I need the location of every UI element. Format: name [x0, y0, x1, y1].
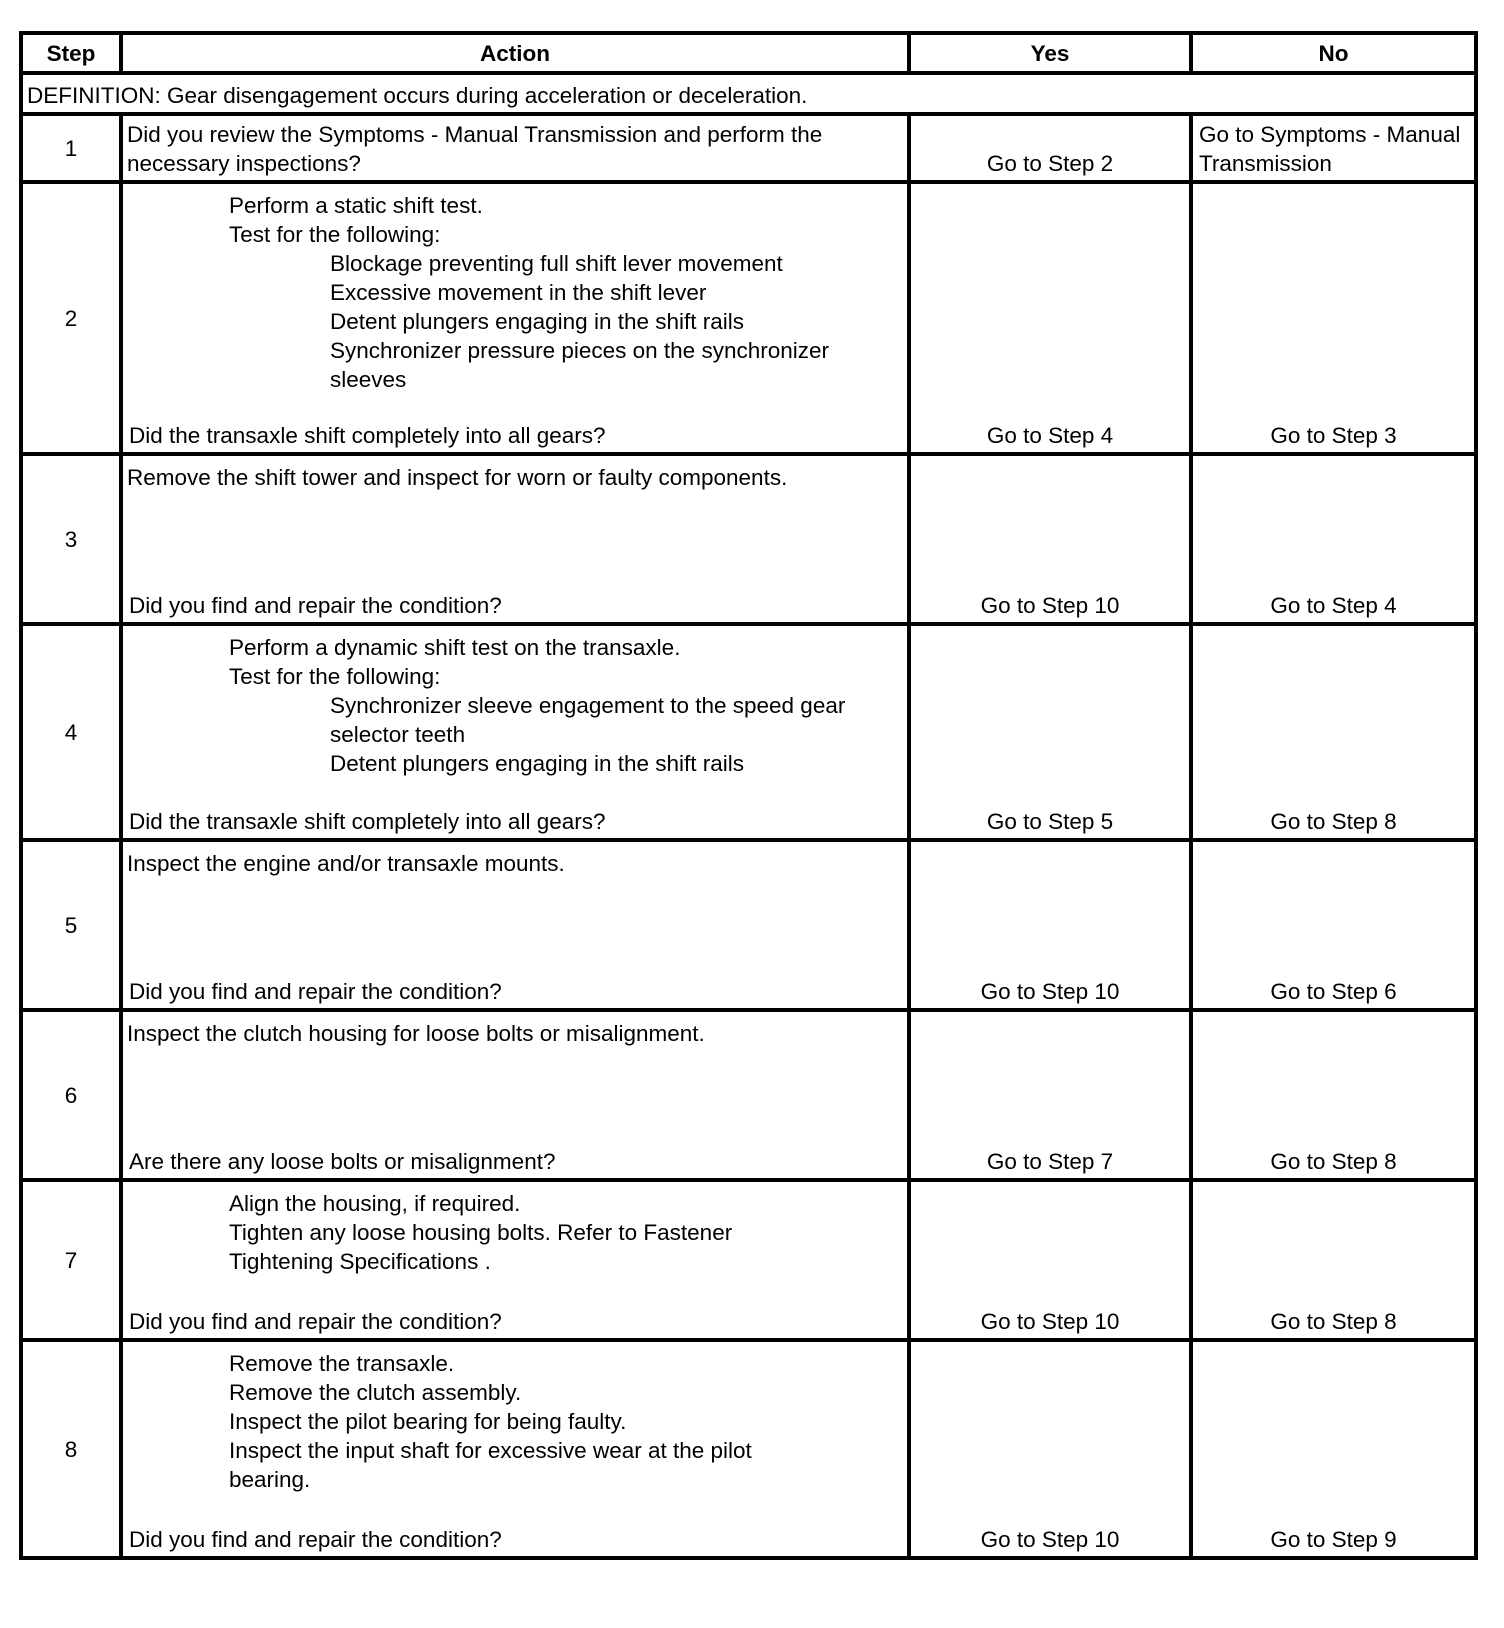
action-line: Remove the shift tower and inspect for worn or faulty components. — [127, 465, 788, 490]
action-subline: Blockage preventing full shift lever movement — [330, 251, 783, 276]
action-line: Inspect the input shaft for excessive wear at the pilot bearing. — [229, 1438, 752, 1492]
no-link[interactable]: Go to Step 9 — [1270, 1527, 1397, 1552]
action-cell — [121, 624, 909, 840]
question-text: Are there any loose bolts or misalignment? — [129, 1149, 556, 1174]
action-subline: Detent plungers engaging in the shift rails — [330, 309, 745, 334]
step-row — [21, 182, 1476, 454]
action-line: Remove the transaxle. — [229, 1351, 455, 1376]
step-number: 8 — [21, 1340, 121, 1558]
yes-link[interactable]: Go to Step 10 — [980, 593, 1120, 618]
step-number: 7 — [21, 1180, 121, 1340]
header-step: Step — [21, 33, 121, 73]
action-line: Tighten any loose housing bolts. Refer to Fastener Tightening Specifications . — [229, 1220, 733, 1274]
action-cell — [121, 454, 909, 624]
no-link[interactable]: Go to Step 8 — [1270, 1149, 1397, 1174]
header-yes: Yes — [909, 33, 1191, 73]
action-cell — [121, 1010, 909, 1180]
step-row — [21, 624, 1476, 840]
no-cell — [1191, 840, 1476, 1010]
step-row — [21, 840, 1476, 1010]
question-text: Did you review the Symptoms - Manual Transmission and perform the necessary inspections? — [127, 122, 823, 176]
yes-link[interactable]: Go to Step 4 — [986, 423, 1114, 448]
no-cell — [1191, 1340, 1476, 1558]
diagnostic-table-container — [19, 31, 1474, 1560]
action-cell — [121, 182, 909, 454]
step-number: 1 — [21, 114, 121, 182]
header-action: Action — [121, 33, 909, 73]
action-line: Inspect the pilot bearing for being faulty. — [229, 1409, 627, 1434]
action-cell — [121, 1340, 909, 1558]
action-subline: Detent plungers engaging in the shift rails — [330, 751, 745, 776]
no-link[interactable]: Go to Step 4 — [1270, 593, 1397, 618]
step-row — [21, 1010, 1476, 1180]
yes-link[interactable]: Go to Step 2 — [986, 151, 1114, 176]
yes-cell — [909, 114, 1191, 182]
action-subline: Excessive movement in the shift lever — [330, 280, 707, 305]
yes-cell — [909, 182, 1191, 454]
header-no: No — [1191, 33, 1476, 73]
yes-cell — [909, 1340, 1191, 1558]
step-row — [21, 454, 1476, 624]
yes-cell — [909, 624, 1191, 840]
no-cell — [1191, 624, 1476, 840]
no-cell — [1191, 454, 1476, 624]
step-row — [21, 1340, 1476, 1558]
step-row — [21, 114, 1476, 182]
action-line: Test for the following: — [229, 664, 441, 689]
yes-cell — [909, 1180, 1191, 1340]
no-cell — [1191, 182, 1476, 454]
action-line: Remove the clutch assembly. — [229, 1380, 522, 1405]
definition-row — [21, 73, 1476, 114]
step-number: 4 — [21, 624, 121, 840]
step-number: 3 — [21, 454, 121, 624]
question-text: Did you find and repair the condition? — [129, 979, 502, 1004]
no-link[interactable]: Go to Symptoms - Manual Transmission — [1199, 122, 1461, 176]
action-line: Perform a static shift test. — [229, 193, 483, 218]
question-text: Did you find and repair the condition? — [129, 1309, 502, 1334]
action-cell — [121, 840, 909, 1010]
action-cell — [121, 1180, 909, 1340]
action-subline: Synchronizer sleeve engagement to the speed gear selector teeth — [330, 693, 846, 747]
question-text: Did you find and repair the condition? — [129, 1527, 502, 1552]
action-cell — [121, 114, 909, 182]
yes-link[interactable]: Go to Step 7 — [986, 1149, 1114, 1174]
no-link[interactable]: Go to Step 8 — [1270, 1309, 1397, 1334]
no-cell — [1191, 1010, 1476, 1180]
step-number: 2 — [21, 182, 121, 454]
action-line: Inspect the engine and/or transaxle mounts. — [127, 851, 565, 876]
diagnostic-table — [19, 31, 1478, 1560]
question-text: Did you find and repair the condition? — [129, 593, 502, 618]
yes-cell — [909, 1010, 1191, 1180]
question-text: Did the transaxle shift completely into all gears? — [129, 809, 606, 834]
no-cell — [1191, 1180, 1476, 1340]
no-link[interactable]: Go to Step 6 — [1270, 979, 1397, 1004]
no-link[interactable]: Go to Step 3 — [1270, 423, 1397, 448]
yes-link[interactable]: Go to Step 10 — [980, 1309, 1120, 1334]
yes-link[interactable]: Go to Step 10 — [980, 1527, 1120, 1552]
header-row — [21, 33, 1476, 73]
no-link[interactable]: Go to Step 8 — [1270, 809, 1397, 834]
step-number: 6 — [21, 1010, 121, 1180]
yes-link[interactable]: Go to Step 5 — [986, 809, 1114, 834]
action-line: Test for the following: — [229, 222, 441, 247]
no-cell — [1191, 114, 1476, 182]
yes-cell — [909, 454, 1191, 624]
yes-cell — [909, 840, 1191, 1010]
step-number: 5 — [21, 840, 121, 1010]
step-row — [21, 1180, 1476, 1340]
action-line: Align the housing, if required. — [229, 1191, 521, 1216]
action-subline: Synchronizer pressure pieces on the synchronizer sleeves — [330, 338, 829, 392]
definition-text: DEFINITION: Gear disengagement occurs during acceleration or deceleration. — [21, 73, 1476, 114]
question-text: Did the transaxle shift completely into all gears? — [129, 423, 606, 448]
action-line: Perform a dynamic shift test on the transaxle. — [229, 635, 681, 660]
yes-link[interactable]: Go to Step 10 — [980, 979, 1120, 1004]
action-line: Inspect the clutch housing for loose bolts or misalignment. — [127, 1021, 705, 1046]
